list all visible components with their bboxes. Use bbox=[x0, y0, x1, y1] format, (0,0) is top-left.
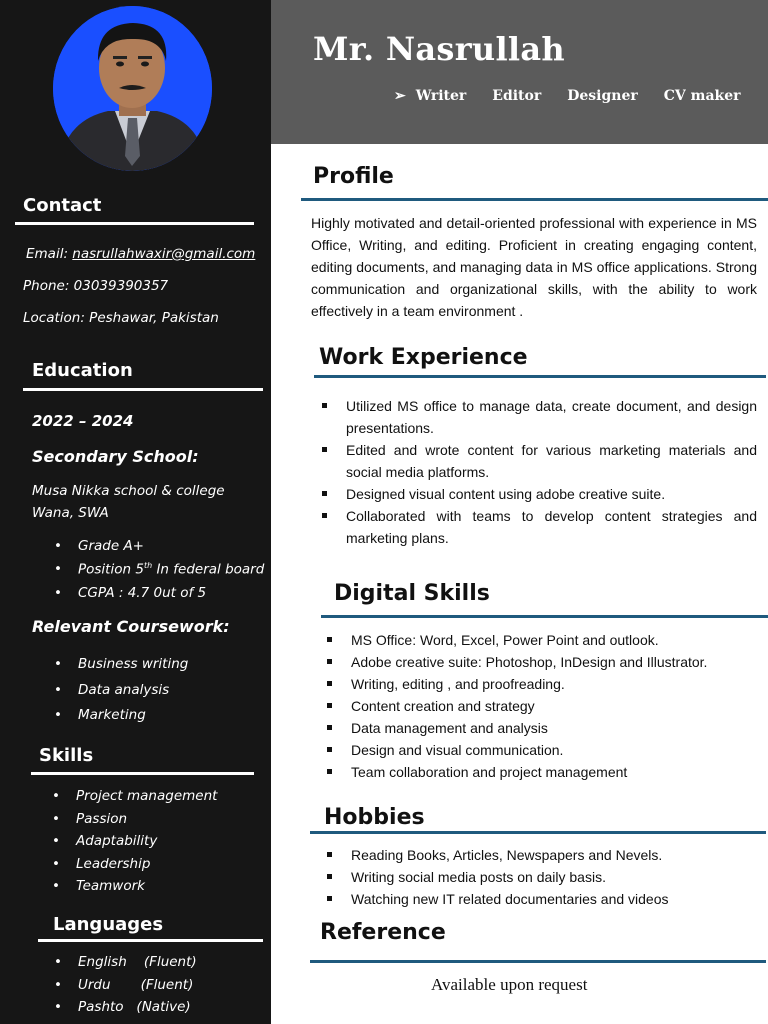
work-item: Utilized MS office to manage data, create document, and design presentations. bbox=[322, 395, 757, 439]
reference-heading: Reference bbox=[320, 920, 446, 945]
digital-skill-item: MS Office: Word, Excel, Power Point and outlook. bbox=[327, 629, 757, 651]
education-position: • Position 5th In federal board bbox=[54, 561, 264, 585]
coursework-list bbox=[54, 656, 188, 733]
language-item: • English (Fluent) bbox=[54, 954, 197, 977]
language-item: • Urdu (Fluent) bbox=[54, 977, 197, 1000]
skill-item: • Teamwork bbox=[52, 878, 217, 901]
hobbies-divider bbox=[310, 831, 766, 834]
education-cgpa: • CGPA : 4.7 0ut of 5 bbox=[54, 585, 264, 609]
coursework-item: • Marketing bbox=[54, 707, 188, 733]
education-heading: Education bbox=[32, 360, 133, 381]
language-item: • Pashto (Native) bbox=[54, 999, 197, 1022]
header-banner bbox=[271, 0, 768, 144]
languages-list bbox=[54, 954, 197, 1022]
school-location: Wana, SWA bbox=[32, 505, 109, 521]
work-item: Edited and wrote content for various marketing materials and social media platforms. bbox=[322, 439, 757, 483]
profile-divider bbox=[301, 198, 768, 201]
coursework-heading: Relevant Coursework: bbox=[32, 617, 230, 636]
digital-skills-heading: Digital Skills bbox=[334, 581, 490, 606]
digital-skill-item: Team collaboration and project management bbox=[327, 761, 757, 783]
skills-heading: Skills bbox=[39, 745, 94, 766]
contact-phone: Phone: 03039390357 bbox=[23, 278, 169, 294]
contact-email bbox=[26, 246, 255, 262]
role-editor: Editor bbox=[492, 88, 542, 104]
education-level: Secondary School: bbox=[32, 447, 199, 466]
hobby-item: Writing social media posts on daily basis. bbox=[327, 866, 757, 888]
hobby-item: Watching new IT related documentaries and videos bbox=[327, 888, 757, 910]
education-years: 2022 – 2024 bbox=[32, 412, 134, 430]
work-divider bbox=[314, 375, 766, 378]
role-designer: Designer bbox=[567, 88, 638, 104]
role-cv-maker: CV maker bbox=[663, 88, 741, 104]
work-list bbox=[322, 395, 757, 549]
arrow-bullet-icon: ➢ bbox=[394, 88, 406, 104]
education-grade: • Grade A+ bbox=[54, 538, 264, 561]
profile-text: Highly motivated and detail-oriented professional with experience in MS Office, Writing, and editing. Proficient in creating engaging content, editing documents, and managing data in MS office applications. Strong communication and organizational skills, with the ability to work effectively in a team environment . bbox=[311, 215, 757, 319]
education-details-list bbox=[54, 538, 264, 609]
digital-skill-item: Adobe creative suite: Photoshop, InDesign and Illustrator. bbox=[327, 651, 757, 673]
role-writer: Writer bbox=[415, 88, 467, 104]
contact-location: Location: Peshawar, Pakistan bbox=[23, 310, 219, 326]
work-item: Designed visual content using adobe creative suite. bbox=[322, 483, 757, 505]
skill-item: • Adaptability bbox=[52, 833, 217, 856]
hobby-item: Reading Books, Articles, Newspapers and Nevels. bbox=[327, 844, 757, 866]
digital-skills-divider bbox=[321, 615, 768, 618]
work-item: Collaborated with teams to develop content strategies and marketing plans. bbox=[322, 505, 757, 549]
hobbies-list bbox=[327, 844, 757, 910]
languages-divider bbox=[38, 939, 263, 942]
profile-heading: Profile bbox=[313, 164, 394, 189]
school-name: Musa Nikka school & college bbox=[32, 483, 225, 499]
digital-skill-item: Design and visual communication. bbox=[327, 739, 757, 761]
email-label: Email: bbox=[26, 246, 73, 262]
profile-photo bbox=[53, 6, 212, 171]
person-name: Mr. Nasrullah bbox=[313, 30, 565, 68]
work-heading: Work Experience bbox=[319, 345, 528, 370]
email-link[interactable]: nasrullahwaxir@gmail.com bbox=[72, 246, 256, 262]
digital-skill-item: Data management and analysis bbox=[327, 717, 757, 739]
skills-divider bbox=[31, 772, 254, 775]
skill-item: • Leadership bbox=[52, 856, 217, 879]
reference-text: Available upon request bbox=[431, 975, 588, 994]
skill-item: • Passion bbox=[52, 811, 217, 834]
digital-skills-list bbox=[327, 629, 757, 783]
sidebar bbox=[0, 0, 271, 1024]
education-divider bbox=[23, 388, 263, 391]
languages-heading: Languages bbox=[53, 914, 164, 935]
skill-item: • Project management bbox=[52, 788, 217, 811]
reference-divider bbox=[310, 960, 766, 963]
skills-list bbox=[52, 788, 217, 901]
contact-divider bbox=[15, 222, 254, 225]
coursework-item: • Business writing bbox=[54, 656, 188, 682]
roles-row bbox=[394, 88, 741, 104]
digital-skill-item: Writing, editing , and proofreading. bbox=[327, 673, 757, 695]
coursework-item: • Data analysis bbox=[54, 682, 188, 708]
contact-heading: Contact bbox=[23, 195, 102, 216]
digital-skill-item: Content creation and strategy bbox=[327, 695, 757, 717]
hobbies-heading: Hobbies bbox=[324, 805, 425, 830]
